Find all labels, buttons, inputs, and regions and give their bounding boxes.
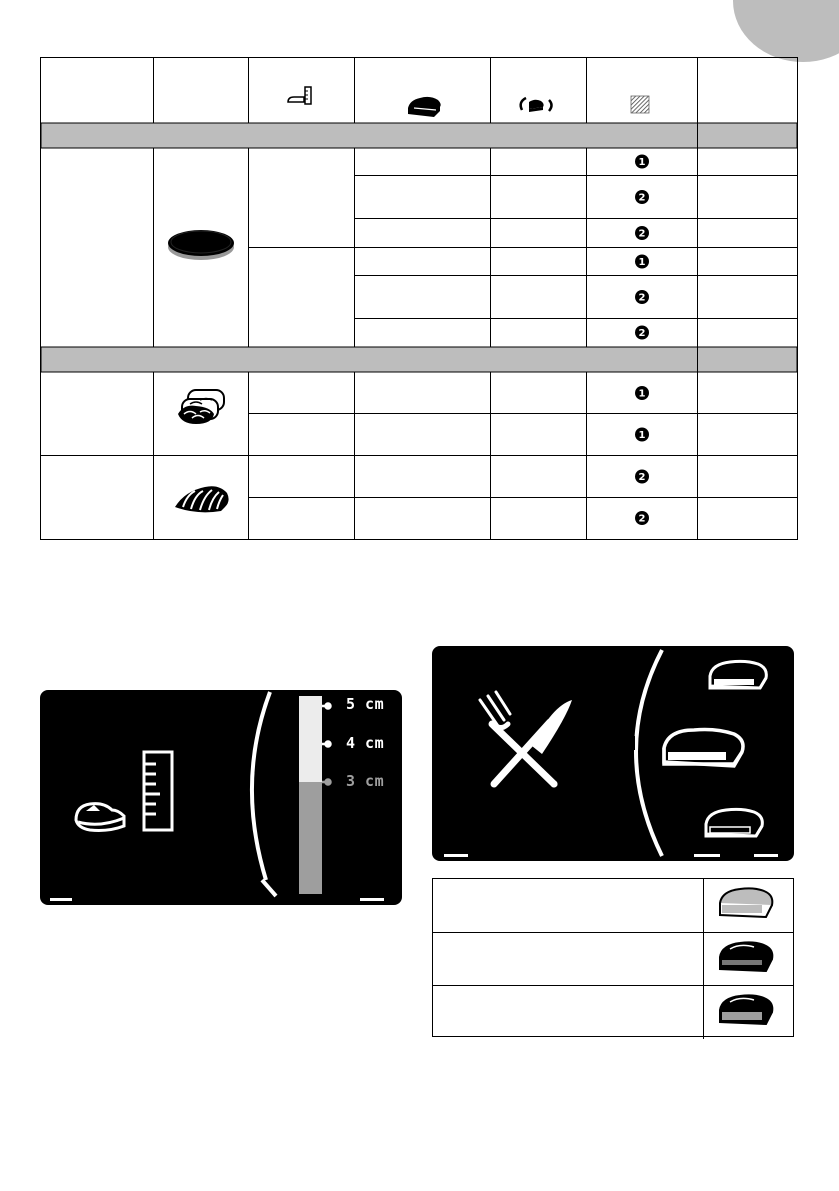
fish-portions-icon xyxy=(178,390,224,424)
thickness-display-panel xyxy=(40,690,402,905)
step-badge xyxy=(635,155,649,169)
svg-text:1: 1 xyxy=(638,157,646,168)
svg-text:2: 2 xyxy=(638,192,646,204)
svg-text:1: 1 xyxy=(638,257,646,268)
scale-label-4cm: 4 cm xyxy=(346,734,385,752)
fish-fillet-icon xyxy=(175,486,229,512)
step-badge xyxy=(635,290,649,304)
steak-medium-icon xyxy=(704,933,793,985)
legend-text-cell xyxy=(433,986,704,1039)
steak-well-done-icon xyxy=(704,986,793,1038)
steak-selected-icon xyxy=(664,730,743,767)
steak-small-top-icon xyxy=(710,661,766,688)
step-badge xyxy=(635,326,649,340)
steak-icon xyxy=(408,97,441,117)
legend-row-rare xyxy=(433,879,793,932)
thickness-bar-upper xyxy=(299,696,322,782)
flip-steak-icon xyxy=(521,98,552,112)
step-badge xyxy=(635,428,649,442)
steak-small-bottom-icon xyxy=(706,809,762,836)
scale-arc xyxy=(252,692,270,880)
scale-label-5cm: 5 cm xyxy=(346,695,385,713)
cooking-table xyxy=(0,0,839,560)
section-row-1 xyxy=(41,123,797,148)
steak-rare-icon xyxy=(704,879,793,931)
doneness-display-panel xyxy=(432,646,794,861)
thickness-bar-selected xyxy=(299,782,322,894)
round-patty-icon xyxy=(168,230,234,260)
legend-text-cell xyxy=(433,879,704,932)
doneness-arc xyxy=(636,650,662,856)
hatched-square-icon xyxy=(631,96,649,113)
svg-text:2: 2 xyxy=(638,472,646,483)
section-row-2 xyxy=(41,347,797,372)
step-badge xyxy=(635,190,649,204)
steak-with-ruler-icon xyxy=(76,752,172,831)
svg-text:1: 1 xyxy=(638,430,646,441)
svg-text:2: 2 xyxy=(638,513,646,525)
fork-knife-icon xyxy=(480,692,572,784)
legend-row-medium xyxy=(433,932,793,986)
svg-text:2: 2 xyxy=(638,328,646,339)
svg-text:1: 1 xyxy=(638,388,646,400)
legend-row-well-done xyxy=(433,985,793,1039)
step-badge xyxy=(635,255,649,269)
doneness-legend xyxy=(432,878,794,1037)
step-badge xyxy=(635,470,649,484)
step-badge xyxy=(635,386,649,400)
legend-text-cell xyxy=(433,933,704,986)
thickness-gauge-icon xyxy=(288,87,311,104)
svg-text:2: 2 xyxy=(638,228,646,240)
step-badge xyxy=(635,511,649,525)
svg-text:2: 2 xyxy=(638,292,646,304)
step-badge xyxy=(635,226,649,240)
scale-label-3cm: 3 cm xyxy=(346,772,385,790)
